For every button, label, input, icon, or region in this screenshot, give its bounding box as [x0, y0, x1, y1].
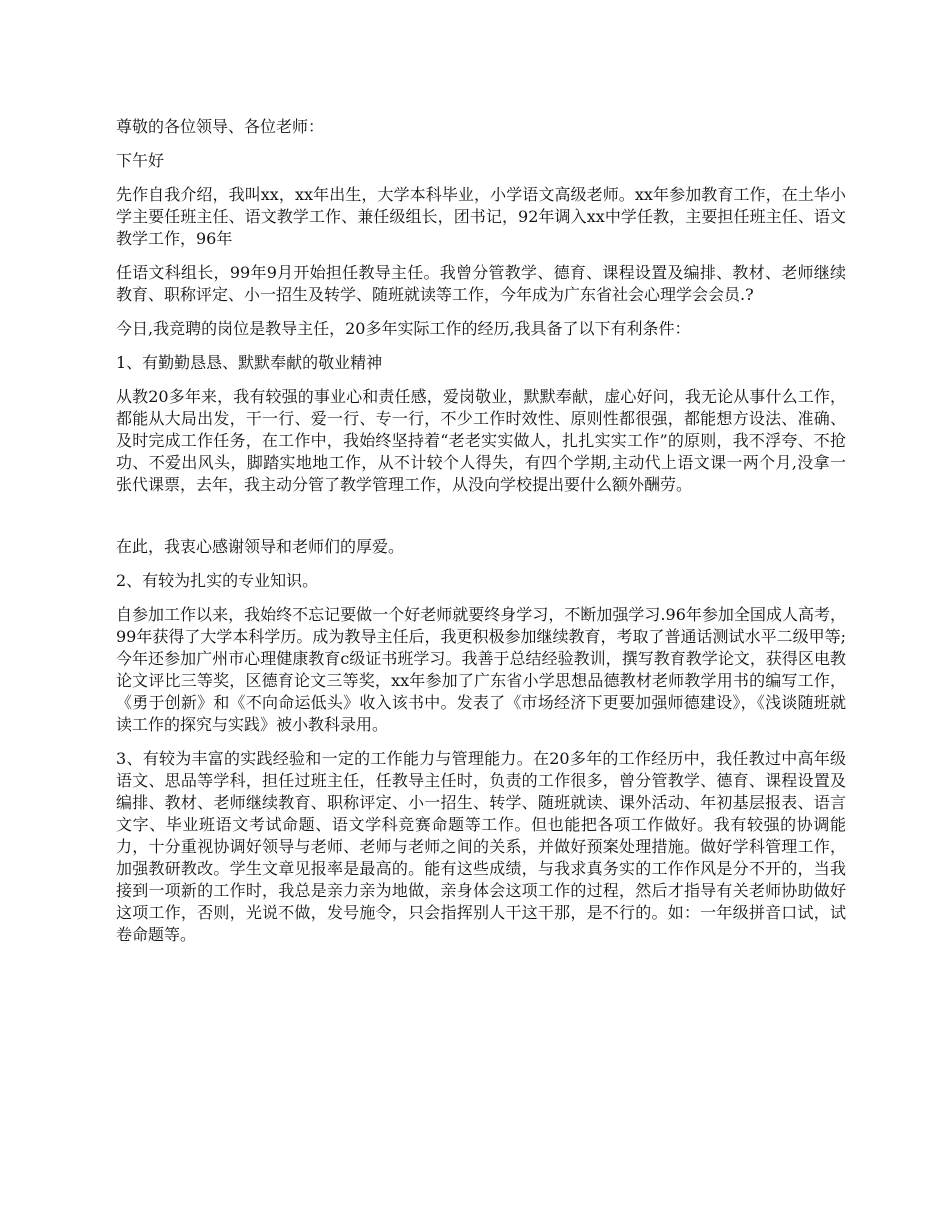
section-heading-2: 2、有较为扎实的专业知识。 — [116, 571, 319, 590]
paragraph-spacer — [116, 508, 846, 536]
greeting: 尊敬的各位领导、各位老师： — [116, 117, 325, 136]
section-body-3: 3、有较为丰富的实践经验和一定的工作能力与管理能力。在20多年的工作经历中，我任教过中高年级语文、思品等学科，担任过班主任，任教导主任时，负责的工作很多，曾分管教学、德育、课程设置及编排、教材、老师继续教育、职称评定、小一招生、转学、随班就读、课外活动、年初基层报表、语言文字、毕业班语文考试命题、语文学科竞赛命题等工作。但也能把各项工作做好。我有较强的协调能力，十分重视协调好领导与老师、老师与老师之间的关系，并做好预案处理措施。做好学科管理工作，加强教研教改。学生文章见报率是最高的。能有这些成绩，与我求真务实的工作作风是分不开的，当我接到一项新的工作时，我总是亲力亲为地做，亲身体会这项工作的过程，然后才指导有关老师协助做好这项工作，否则，光说不做，发号施令，只会指挥别人干这干那，是不行的。如：一年级拼音口试，试卷命题等。 — [116, 749, 846, 944]
section-body-2: 自参加工作以来，我始终不忘记要做一个好老师就要终身学习，不断加强学习.96年参加全国成人高考，99年获得了大学本科学历。成为教导主任后，我更积极参加继续教育，考取了普通话测试水平二级甲等;今年还参加广州市心理健康教育c级证书班学习。我善于总结经验教训，撰写教育教学论文，获得区电教论文评比三等奖，区德育论文三等奖，xx年参加了广东省小学思想品德教材老师教学用书的编写工作，《勇于创新》和《不向命运低头》收入该书中。发表了《市场经济下更要加强师德建设》，《浅谈随班就读工作的探究与实践》被小教科录用。 — [116, 605, 846, 734]
document-body — [116, 116, 846, 958]
salutation: 下午好 — [116, 151, 165, 170]
section-body-1: 从教20多年来，我有较强的事业心和责任感，爱岗敬业，默默奉献，虚心好问，我无论从事什么工作，都能从大局出发，干一行、爱一行、专一行，不少工作时效性、原则性都很强，都能想方设法、准确、及时完成工作任务，在工作中，我始终坚持着“老老实实做人，扎扎实实工作”的原则，我不浮夸、不抢功、不爱出风头，脚踏实地地工作，从不计较个人得失，有四个学期,主动代上语文课一两个月,没拿一张代课票，去年，我主动分管了教学管理工作，从没向学校提出要什么额外酬劳。 — [116, 387, 846, 494]
section-heading-1: 1、有勤勤恳恳、默默奉献的敬业精神 — [116, 353, 383, 372]
position-statement: 今日,我竞聘的岗位是教导主任，20多年实际工作的经历,我具备了以下有利条件： — [116, 319, 691, 338]
thanks-paragraph: 在此，我衷心感谢领导和老师们的厚爱。 — [116, 537, 405, 556]
intro-paragraph-2: 任语文科组长，99年9月开始担任教导主任。我曾分管教学、德育、课程设置及编排、教材、老师继续教育、职称评定、小一招生及转学、随班就读等工作，今年成为广东省社会心理学会会员.? — [116, 263, 846, 304]
intro-paragraph-1: 先作自我介绍，我叫xx，xx年出生，大学本科毕业，小学语文高级老师。xx年参加教育工作，在土华小学主要任班主任、语文教学工作、兼任级组长，团书记，92年调入xx中学任教，主要担任班主任、语文教学工作，96年 — [116, 185, 846, 248]
